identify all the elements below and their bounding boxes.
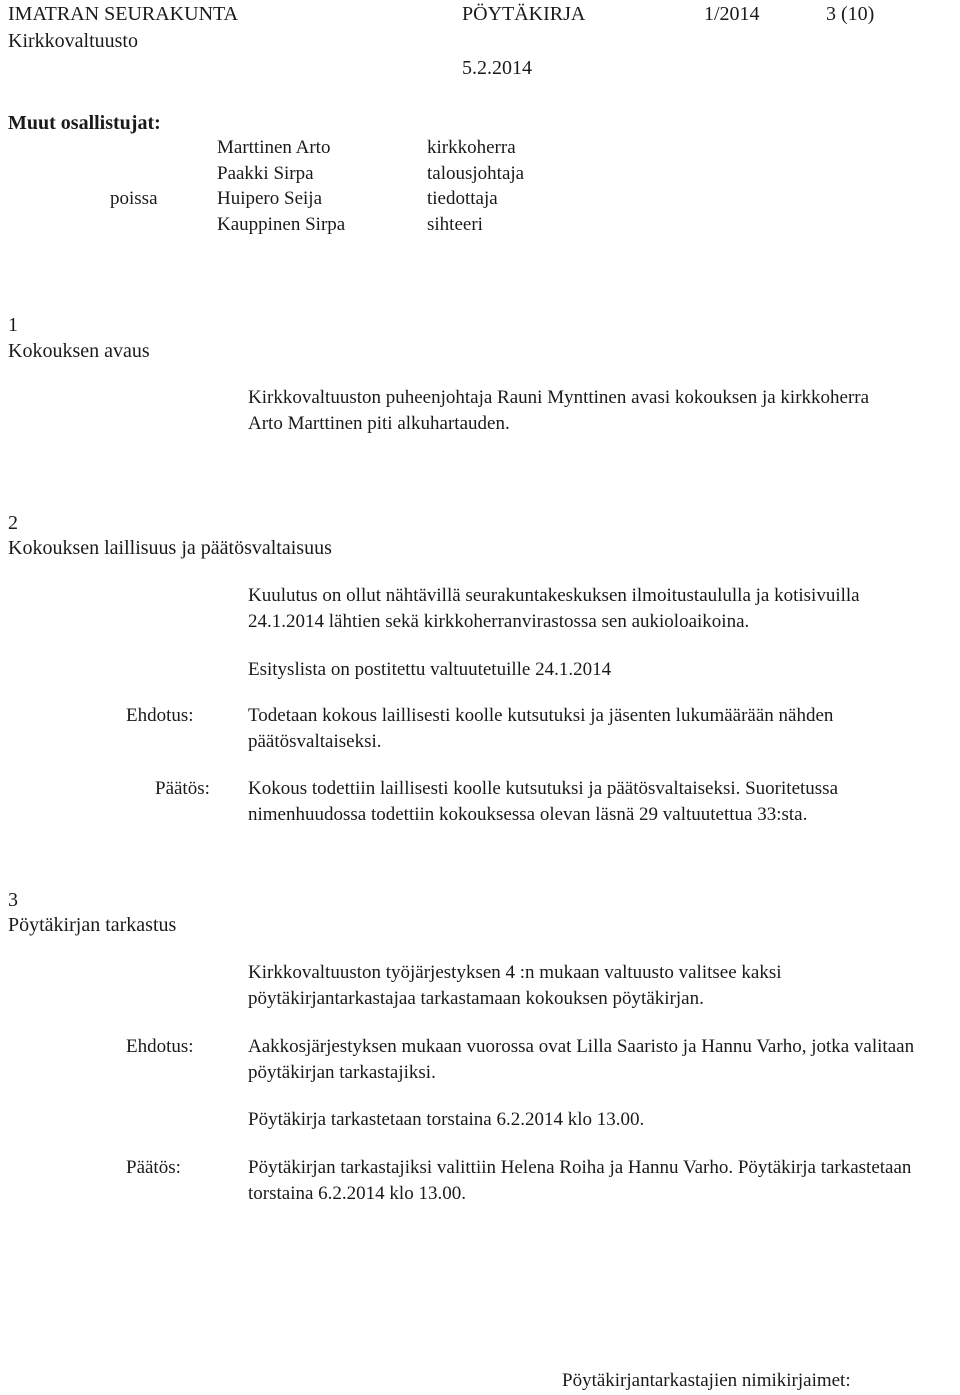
section-number: 1: [8, 314, 18, 336]
participant-role: kirkkoherra: [427, 137, 516, 158]
participant-role: tiedottaja: [427, 188, 498, 209]
participant-role: talousjohtaja: [427, 163, 525, 184]
section-number: 3: [8, 889, 18, 911]
proposal-text: Aakkosjärjestyksen mukaan vuorossa ovat Lilla Saaristo ja Hannu Varho, jotka valitaan pöytäkirjan tarkastajiksi.: [248, 1036, 915, 1083]
section-title: Kokouksen laillisuus ja päätösvaltaisuus: [8, 537, 332, 559]
participant-name: Kauppinen Sirpa: [217, 214, 346, 235]
section-number: 2: [8, 512, 18, 534]
section-text: Esityslista on postitettu valtuutetuille 24.1.2014: [248, 659, 612, 680]
decision-text: Kokous todettiin laillisesti koolle kutsutuksi ja päätösvaltaiseksi. Suoritetussa nimenhuudossa todettiin kokouksessa olevan läsnä 29 valtuutettua 33:sta.: [248, 778, 839, 825]
governing-body: Kirkkovaltuusto: [8, 30, 138, 52]
signature-label: Pöytäkirjantarkastajien nimikirjaimet:: [562, 1370, 851, 1391]
participant-name: Huipero Seija: [217, 188, 323, 209]
participant-role: sihteeri: [427, 214, 483, 235]
proposal-label: Ehdotus:: [126, 1036, 194, 1057]
decision-label: Päätös:: [126, 1157, 181, 1178]
section-title: Kokouksen avaus: [8, 340, 150, 362]
proposal-text: Todetaan kokous laillisesti koolle kutsutuksi ja jäsenten lukumäärään nähden päätösvaltaiseksi.: [248, 705, 834, 752]
participant-name: Paakki Sirpa: [217, 163, 314, 184]
document-type: PÖYTÄKIRJA: [462, 3, 586, 25]
decision-text: Pöytäkirjan tarkastajiksi valittiin Helena Roiha ja Hannu Varho. Pöytäkirja tarkastetaan torstaina 6.2.2014 klo 13.00.: [248, 1157, 912, 1204]
section-title: Pöytäkirjan tarkastus: [8, 914, 177, 936]
document-number: 1/2014: [704, 3, 760, 25]
decision-label: Päätös:: [155, 778, 210, 799]
participants-heading: Muut osallistujat:: [8, 112, 161, 134]
page-number: 3 (10): [826, 3, 875, 25]
proposal-label: Ehdotus:: [126, 705, 194, 726]
section-text: Pöytäkirja tarkastetaan torstaina 6.2.2014 klo 13.00.: [248, 1109, 645, 1130]
absent-label: poissa: [110, 188, 158, 209]
organization-name: IMATRAN SEURAKUNTA: [8, 3, 239, 25]
document-date: 5.2.2014: [462, 57, 532, 79]
section-text: Kirkkovaltuuston työjärjestyksen 4 :n mukaan valtuusto valitsee kaksi pöytäkirjantarkastajaa tarkastamaan kokouksen pöytäkirjan.: [248, 962, 782, 1009]
participant-name: Marttinen Arto: [217, 137, 331, 158]
section-text: Kirkkovaltuuston puheenjohtaja Rauni Mynttinen avasi kokouksen ja kirkkoherra Arto Marttinen piti alkuhartauden.: [248, 387, 870, 434]
section-text: Kuulutus on ollut nähtävillä seurakuntakeskuksen ilmoitustaululla ja kotisivuilla 24.1.2014 lähtien sekä kirkkoherranvirastossa sen aukioloaikoina.: [248, 585, 860, 632]
